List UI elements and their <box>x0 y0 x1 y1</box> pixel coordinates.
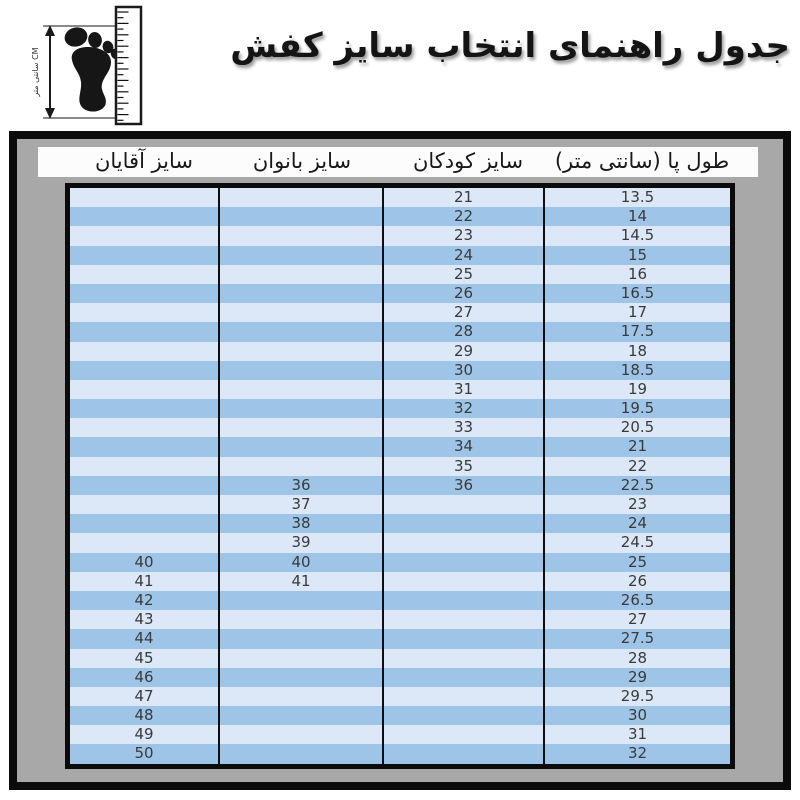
cell-foot: 17 <box>543 303 730 322</box>
table-row <box>70 725 730 744</box>
cell-kid: 35 <box>382 457 543 476</box>
table-row <box>70 457 730 476</box>
column-header-kids: سایز کودکان <box>412 149 524 174</box>
cell-woman <box>218 437 382 456</box>
cell-foot: 28 <box>543 649 730 668</box>
cell-kid <box>382 514 543 533</box>
cell-woman <box>218 591 382 610</box>
cell-kid <box>382 744 543 763</box>
cell-foot: 20.5 <box>543 418 730 437</box>
table-row <box>70 610 730 629</box>
cell-woman <box>218 744 382 763</box>
cell-man: 48 <box>134 706 154 725</box>
cell-kid: 34 <box>382 437 543 456</box>
table-row <box>70 322 730 341</box>
cell-woman <box>218 418 382 437</box>
cell-woman: 39 <box>218 533 382 552</box>
cell-woman <box>218 399 382 418</box>
cell-foot: 32 <box>543 744 730 763</box>
cell-kid: 27 <box>382 303 543 322</box>
cell-woman: 40 <box>218 553 382 572</box>
table-row <box>70 265 730 284</box>
cell-kid: 30 <box>382 361 543 380</box>
cell-foot: 22 <box>543 457 730 476</box>
cell-man: 41 <box>134 571 154 590</box>
cell-foot: 19 <box>543 380 730 399</box>
cell-man <box>70 437 218 456</box>
cell-foot: 27.5 <box>543 629 730 648</box>
cell-kid: 21 <box>382 188 543 207</box>
cell-foot: 17.5 <box>543 322 730 341</box>
table-row <box>70 226 730 245</box>
cell-kid: 31 <box>382 380 543 399</box>
table-row <box>70 553 730 572</box>
cell-kid <box>382 725 543 744</box>
cell-foot: 24 <box>543 514 730 533</box>
cell-man: 49 <box>134 725 154 744</box>
table-row <box>70 380 730 399</box>
cell-man <box>70 399 218 418</box>
cell-man: 45 <box>134 648 154 667</box>
table-row <box>70 591 730 610</box>
cell-man <box>70 265 218 284</box>
cell-foot: 19.5 <box>543 399 730 418</box>
cell-man <box>70 246 218 265</box>
cell-kid: 26 <box>382 284 543 303</box>
cell-man <box>70 380 218 399</box>
column-header-foot-length: طول پا (سانتی متر) <box>554 149 730 174</box>
cell-woman <box>218 246 382 265</box>
column-header-women: سایز بانوان <box>252 149 352 174</box>
cell-foot: 29 <box>543 668 730 687</box>
cell-man: 43 <box>134 610 154 629</box>
cell-woman <box>218 284 382 303</box>
table-row <box>70 207 730 226</box>
cell-man <box>70 495 218 514</box>
cell-woman <box>218 207 382 226</box>
cell-man <box>70 207 218 226</box>
table-row <box>70 572 730 591</box>
table-row <box>70 437 730 456</box>
cell-foot: 15 <box>543 246 730 265</box>
table-row <box>70 495 730 514</box>
table-row <box>70 342 730 361</box>
cell-man <box>70 457 218 476</box>
cell-woman: 36 <box>218 476 382 495</box>
cell-woman <box>218 226 382 245</box>
cell-foot: 22.5 <box>543 476 730 495</box>
table-row <box>70 629 730 648</box>
cell-kid: 24 <box>382 246 543 265</box>
cell-foot: 18 <box>543 342 730 361</box>
cell-woman <box>218 188 382 207</box>
cell-kid <box>382 553 543 572</box>
cell-kid <box>382 706 543 725</box>
cell-kid: 22 <box>382 207 543 226</box>
cell-foot: 26 <box>543 572 730 591</box>
chart-panel <box>9 131 791 790</box>
cell-kid <box>382 533 543 552</box>
table-row <box>70 649 730 668</box>
cell-kid: 32 <box>382 399 543 418</box>
page-title: جدول راهنمای انتخاب سایز کفش <box>230 26 790 66</box>
cell-kid <box>382 629 543 648</box>
cell-man <box>70 361 218 380</box>
cell-man: 46 <box>134 667 154 686</box>
cell-foot: 29.5 <box>543 687 730 706</box>
cell-man: 44 <box>134 629 154 648</box>
cell-kid <box>382 591 543 610</box>
cell-woman <box>218 629 382 648</box>
table-row <box>70 514 730 533</box>
cell-man: 50 <box>134 744 154 763</box>
length-arrow-icon <box>45 25 55 119</box>
foot-measurement-logo <box>25 0 155 130</box>
unit-label: سانتی متر CM <box>31 47 40 97</box>
cell-kid <box>382 649 543 668</box>
cell-kid: 28 <box>382 322 543 341</box>
cell-woman <box>218 649 382 668</box>
cell-woman <box>218 706 382 725</box>
cell-woman <box>218 361 382 380</box>
cell-foot: 16 <box>543 265 730 284</box>
cell-woman: 38 <box>218 514 382 533</box>
cell-woman <box>218 687 382 706</box>
table-row <box>70 246 730 265</box>
table-row <box>70 706 730 725</box>
table-row <box>70 744 730 763</box>
cell-man <box>70 303 218 322</box>
cell-foot: 18.5 <box>543 361 730 380</box>
table-row <box>70 533 730 552</box>
cell-man <box>70 226 218 245</box>
cell-foot: 14.5 <box>543 226 730 245</box>
top-strip <box>0 0 800 131</box>
cell-man <box>70 284 218 303</box>
cell-kid <box>382 572 543 591</box>
cell-foot: 16.5 <box>543 284 730 303</box>
cell-foot: 27 <box>543 610 730 629</box>
cell-foot: 13.5 <box>543 188 730 207</box>
cell-man <box>70 514 218 533</box>
cell-woman <box>218 725 382 744</box>
cell-kid: 23 <box>382 226 543 245</box>
table-row <box>70 418 730 437</box>
cell-man <box>70 418 218 437</box>
table-row <box>70 284 730 303</box>
cell-kid <box>382 687 543 706</box>
size-table-body <box>70 188 730 764</box>
cell-woman <box>218 322 382 341</box>
cell-kid: 36 <box>382 476 543 495</box>
ruler-icon <box>116 7 141 124</box>
cell-woman <box>218 610 382 629</box>
cell-man <box>70 533 218 552</box>
cell-woman: 41 <box>218 572 382 591</box>
cell-kid: 33 <box>382 418 543 437</box>
cell-foot: 30 <box>543 706 730 725</box>
cell-man <box>70 342 218 361</box>
size-table <box>65 183 735 769</box>
cell-woman <box>218 380 382 399</box>
cell-man: 40 <box>134 552 154 571</box>
cell-foot: 23 <box>543 495 730 514</box>
cell-man: 47 <box>134 686 154 705</box>
cell-woman: 37 <box>218 495 382 514</box>
cell-woman <box>218 668 382 687</box>
table-row <box>70 687 730 706</box>
cell-woman <box>218 265 382 284</box>
table-row <box>70 399 730 418</box>
table-row <box>70 476 730 495</box>
cell-foot: 25 <box>543 553 730 572</box>
cell-woman <box>218 457 382 476</box>
cell-man <box>70 322 218 341</box>
cell-foot: 14 <box>543 207 730 226</box>
column-header-men: سایز آقایان <box>94 149 194 174</box>
cell-man: 42 <box>134 590 154 609</box>
cell-foot: 21 <box>543 437 730 456</box>
table-row <box>70 188 730 207</box>
table-row <box>70 668 730 687</box>
table-row <box>70 361 730 380</box>
cell-kid <box>382 610 543 629</box>
cell-kid: 25 <box>382 265 543 284</box>
cell-man <box>70 476 218 495</box>
cell-kid <box>382 668 543 687</box>
cell-woman <box>218 303 382 322</box>
cell-woman <box>218 342 382 361</box>
cell-foot: 26.5 <box>543 591 730 610</box>
cell-foot: 31 <box>543 725 730 744</box>
cell-foot: 24.5 <box>543 533 730 552</box>
cell-kid: 29 <box>382 342 543 361</box>
cell-man <box>70 188 218 207</box>
table-row <box>70 303 730 322</box>
table-header-band <box>38 147 758 177</box>
cell-kid <box>382 495 543 514</box>
